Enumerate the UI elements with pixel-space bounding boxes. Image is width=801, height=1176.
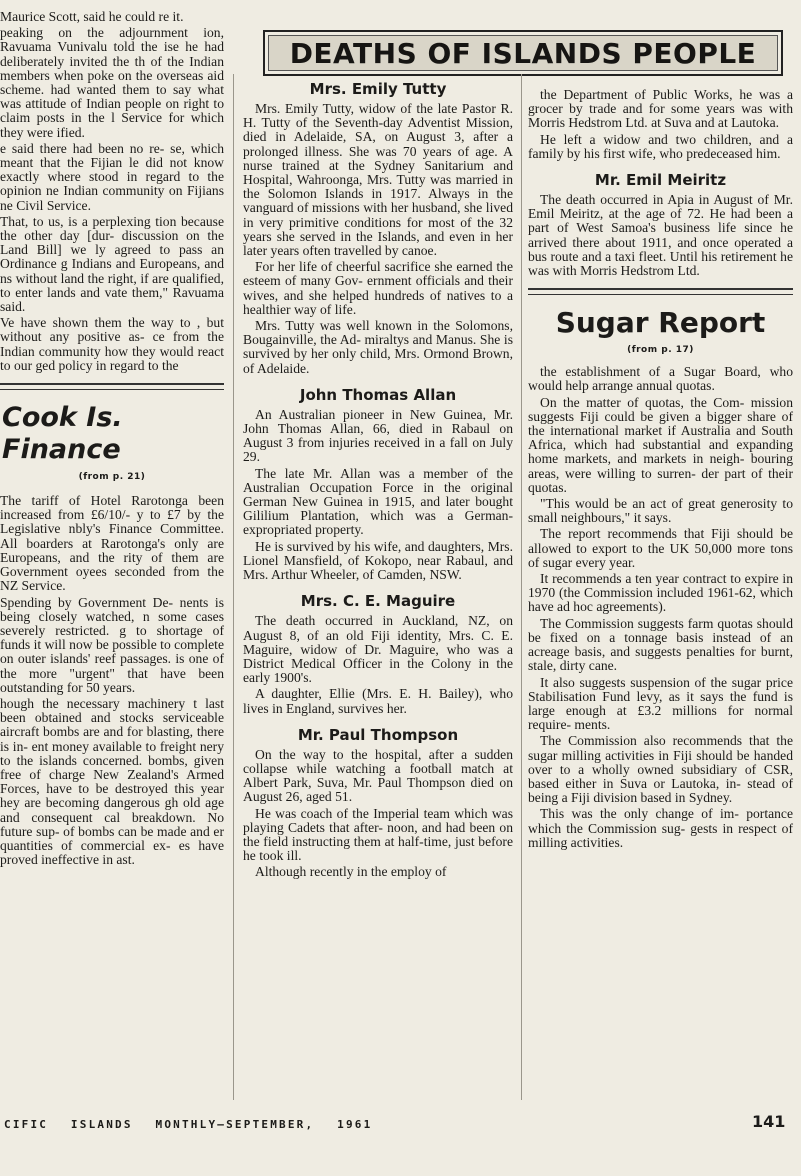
deaths-banner [263, 30, 783, 76]
paragraph: The late Mr. Allan was a member of the Australian Occupation Force in the original German New Guinea in 1915, and later bought Gililium Plantation, which was a German- expropriated property. [243, 465, 513, 538]
obituary-heading: Mr. Emil Meiritz [594, 171, 727, 190]
paragraph: Spending by Government De- nents is being closely watched, n some cases severely restricted. g to shortage of funds it will now be possible to complete on outer islands' reef passages. is one of the more "urgent" that have been outstanding for 50 years. [0, 594, 224, 695]
continued-from: (from p. 17) [627, 345, 694, 356]
obituary-heading: Mrs. C. E. Maguire [300, 592, 456, 611]
paragraph: The tariff of Hotel Rarotonga been increased from £6/10/- y to £7 by the Legislative nbly's Finance Committee. All boarders at Rarotonga's only are Europeans, and the rity of them are Government oyees seconded from the NZ Service. [0, 493, 224, 594]
column-rule [521, 74, 522, 1100]
column-right [528, 88, 793, 850]
paragraph: That, to us, is a perplexing tion because the other day [dur- discussion on the Land Bill] we ly agreed to pass an Ordinance g Indians and Europeans, and ns without land the right, if are qualified, to enter lands and vate them," Ravuama said. [0, 213, 224, 315]
cook-is-finance-title: Cook Is. Finance [2, 402, 123, 466]
paragraph: Although recently in the employ of [255, 864, 447, 880]
paragraph: e said there had been no re- se, which meant that the Fijian le did not know exactly where stood in regard to the opinion ne Indian community on Fijians ne Civil Service. [0, 140, 224, 213]
obituary-heading: Mr. Paul Thompson [297, 725, 459, 744]
paragraph: He is survived by his wife, and daughters, Mrs. Lionel Mansfield, of Kokopo, near Rabaul, and Mrs. Arthur Wheeler, of Camden, NSW. [243, 538, 513, 583]
column-middle [243, 76, 513, 880]
paragraph: "This would be an act of great generosity to small neighbours," it says. [528, 496, 793, 526]
column-left [0, 10, 224, 867]
paragraph: An Australian pioneer in New Guinea, Mr. John Thomas Allan, 66, died in Rabaul on August 3 from injuries received in a fall on July 29. [243, 406, 513, 465]
page-footer [0, 1110, 801, 1176]
paragraph: The death occurred in Apia in August of Mr. Emil Meiritz, at the age of 72. He had been a part of West Samoa's business life since he arrived there about 1911, and once operated a bus route and a taxi fleet. Until his retirement he was with Morris Hedstrom Ltd. [528, 192, 793, 279]
paragraph: the establishment of a Sugar Board, who would help arrange annual quotas. [528, 364, 793, 394]
paragraph: A daughter, Ellie (Mrs. E. H. Bailey), who lives in England, survives her. [243, 686, 513, 716]
paragraph: On the matter of quotas, the Com- mission suggests Fiji could be given a bigger share of the international market if Australia and South Africa, which had substantial and expanding home markets, and markets in neigh- bouring areas, were willing to surren- der part of their quotas. [528, 394, 793, 495]
banner-title: DEATHS OF ISLANDS PEOPLE [289, 36, 757, 70]
paragraph: peaking on the adjournment ion, Ravuama Vunivalu told the ise he had deliberately invited the th of the Indian members when poke on the overseas aid scheme. had wanted them to say what was attitude of Indian people on right to claim posts in the l Service for which they were ified. [0, 25, 224, 140]
paragraph: The Commission also recommends that the sugar milling activities in Fiji should be handed over to a wholly owned subsidiary of CSR, based either in Suva or Lautoka, in- stead of being a Fiji division based in Sydney. [528, 733, 793, 806]
sugar-report-title: Sugar Report [555, 306, 766, 340]
section-divider [528, 288, 793, 295]
column-rule [233, 74, 234, 1100]
paragraph: Ve have shown them the way to , but without any positive as- ce from the Indian community how they would react to our ged policy in regard to the [0, 315, 224, 373]
page-number: 141 [752, 1112, 786, 1131]
paragraph: He was coach of the Imperial team which was playing Cadets that after- noon, and had been on the field instructing them at half-time, just before he took ill. [243, 805, 513, 864]
paragraph: This was the only change of im- portance which the Commission sug- gests in respect of milling activities. [528, 806, 793, 850]
paragraph: The death occurred in Auckland, NZ, on August 8, of an old Fiji identity, Mrs. C. E. Maguire, widow of Dr. Maguire, who was a District Medical Officer in the Colony in the early 1900's. [243, 613, 513, 686]
paragraph: Mrs. Emily Tutty, widow of the late Pastor R. H. Tutty of the Seventh-day Adventist Mission, died in Adelaide, SA, on August 3, after a prolonged illness. She was 70 years of age. A nurse trained at the Sydney Sanitarium and Hospital, Wahroonga, Mrs. Tutty was married in the Solomon Islands in 1917. Always in the vanguard of missions with her husband, she lived in very primitive conditions for most of the 32 years she served in the Islands, and even in her later years often travelled by canoe. [243, 101, 513, 259]
paragraph: On the way to the hospital, after a sudden collapse while watching a football match at Albert Park, Suva, Mr. Paul Thompson died on August 26, aged 51. [243, 746, 513, 805]
paragraph: The report recommends that Fiji should be allowed to export to the UK 50,000 more tons of sugar every year. [528, 526, 793, 570]
paragraph: the Department of Public Works, he was a grocer by trade and for some years was with Morris Hedstrom Ltd. at Suva and at Lautoka. [528, 87, 793, 131]
obituary-heading: John Thomas Allan [299, 385, 457, 404]
paragraph: hough the necessary machinery t last been obtained and stocks serviceable aircraft bombs are and for blasting, there is in- ent money available to freight nery to the islands concerned. bombs, given free of charge New Zealand's Armed Forces, have to be destroyed this year hey are becoming dangerous gh old age and consequent cal breakdown. No future sup- of bombs can be made and er quantities of commercial ex- es have proved ineffective in ast. [0, 695, 224, 868]
paragraph: Maurice Scott, said he could re it. [0, 9, 184, 24]
publication-line: CIFIC ISLANDS MONTHLY—SEPTEMBER, 1961 [4, 1118, 373, 1131]
paragraph: For her life of cheerful sacrifice she earned the esteem of many Gov- ernment officials and their wives, and she helped hundreds of natives to a healthier way of life. [243, 259, 513, 317]
obituary-heading: Mrs. Emily Tutty [309, 80, 447, 98]
paragraph: He left a widow and two children, and a family by his first wife, who predeceased him. [528, 131, 793, 161]
section-divider [0, 383, 224, 390]
paragraph: It recommends a ten year contract to expire in 1970 (the Commission included 1961-62, which have ad hoc agreements). [528, 571, 793, 615]
paragraph: The Commission suggests farm quotas should be fixed on a tonnage basis instead of an acreage basis, and suggests penalties for burnt, stale, dirty cane. [528, 615, 793, 674]
paragraph: Mrs. Tutty was well known in the Solomons, Bougainville, the Ad- miraltys and Manus. She is survived by her only child, Mrs. Ormond Brown, of Adelaide. [243, 318, 513, 376]
paragraph: It also suggests suspension of the sugar price Stabilisation Fund levy, as it says the fund is large enough at £3.2 millions for normal require- ments. [528, 674, 793, 733]
continued-from: (from p. 21) [78, 472, 146, 483]
